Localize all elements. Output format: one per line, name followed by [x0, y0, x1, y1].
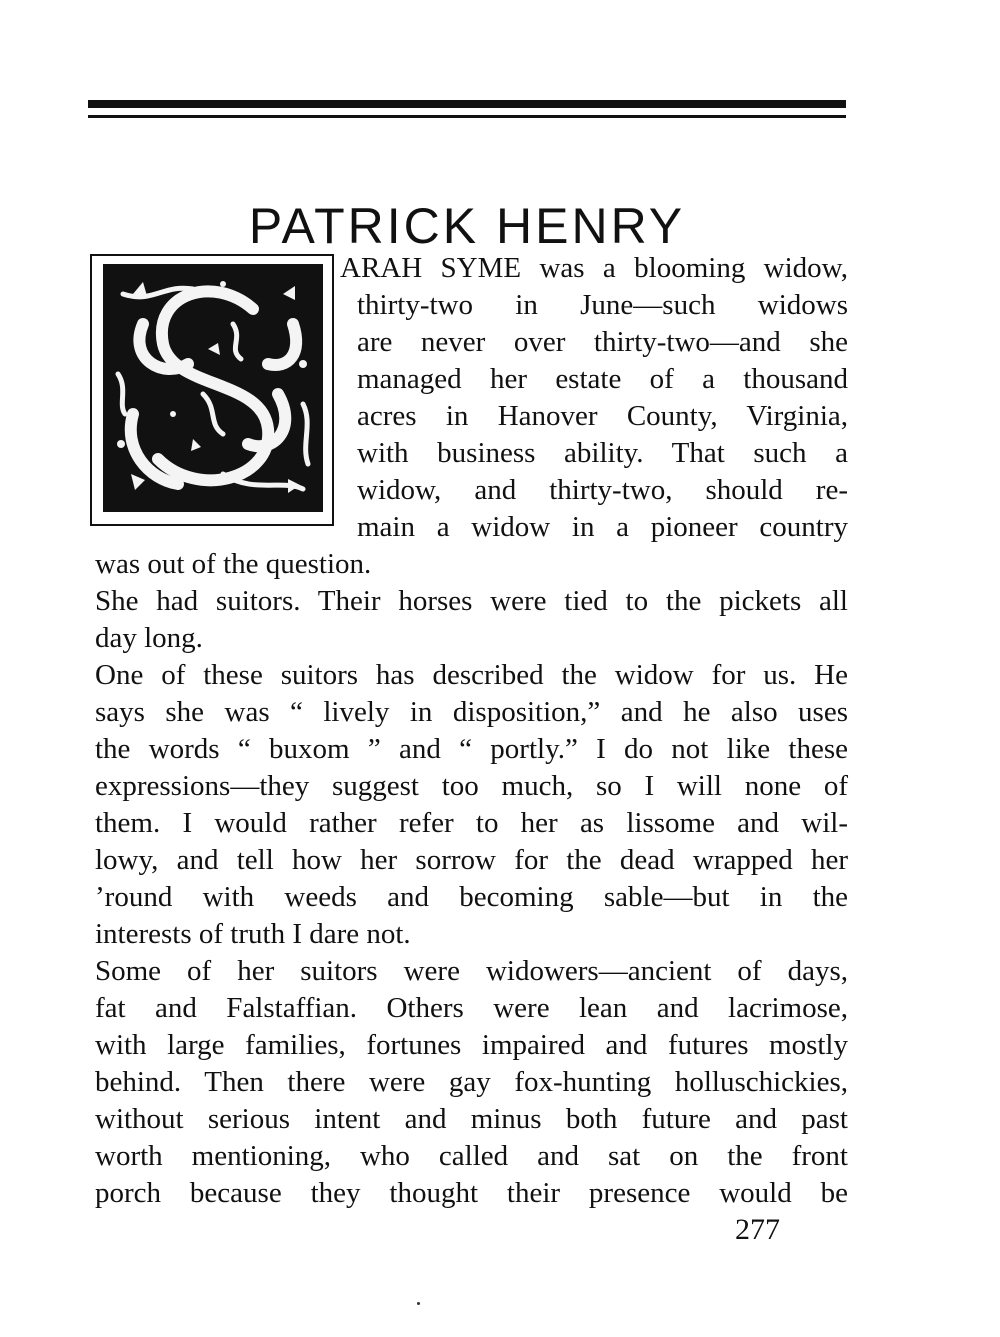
text-line-1: ARAH SYME was a blooming widow, — [340, 252, 848, 284]
text-line-3: are never over thirty-two—and she — [357, 326, 848, 358]
text-line-23: behind. Then there were gay fox-hunting holluschickies, — [95, 1066, 848, 1098]
chapter-title: PATRICK HENRY — [248, 197, 686, 254]
text-line-13: says she was “ lively in disposition,” and he also uses — [95, 696, 848, 728]
text-line-9: was out of the question. — [95, 548, 372, 580]
text-line-16: them. I would rather refer to her as lissome and wil- — [95, 807, 848, 839]
text-line-10: She had suitors. Their horses were tied to the pickets all — [95, 585, 848, 617]
text-line-19: interests of truth I dare not. — [95, 918, 411, 950]
text-line-5: acres in Hanover County, Virginia, — [357, 400, 848, 432]
text-line-14: the words “ buxom ” and “ portly.” I do not like these — [95, 733, 848, 765]
text-line-12: One of these suitors has described the widow for us. He — [95, 659, 848, 691]
page-number: 277 — [735, 1213, 780, 1246]
text-line-6: with business ability. That such a — [357, 437, 848, 469]
header-rule-thick — [88, 100, 846, 108]
text-line-15: expressions—they suggest too much, so I will none of — [95, 770, 848, 802]
header-rule-thin — [88, 115, 846, 118]
text-line-7: widow, and thirty-two, should re- — [357, 474, 848, 506]
text-line-20: Some of her suitors were widowers—ancient of days, — [95, 955, 848, 987]
text-line-4: managed her estate of a thousand — [357, 363, 848, 395]
drop-cap-ornament — [103, 264, 323, 512]
text-line-2: thirty-two in June—such widows — [357, 289, 848, 321]
text-line-8: main a widow in a pioneer country — [357, 511, 848, 543]
text-line-24: without serious intent and minus both future and past — [95, 1103, 848, 1135]
text-line-25: worth mentioning, who called and sat on the front — [95, 1140, 848, 1172]
text-line-21: fat and Falstaffian. Others were lean and lacrimose, — [95, 992, 848, 1024]
text-line-22: with large families, fortunes impaired and futures mostly — [95, 1029, 848, 1061]
text-line-18: ’round with weeds and becoming sable—but in the — [95, 881, 848, 913]
text-line-26: porch because they thought their presence would be — [95, 1177, 848, 1209]
text-line-11: day long. — [95, 622, 203, 654]
scan-speck — [417, 1302, 420, 1305]
text-line-17: lowy, and tell how her sorrow for the dead wrapped her — [95, 844, 848, 876]
